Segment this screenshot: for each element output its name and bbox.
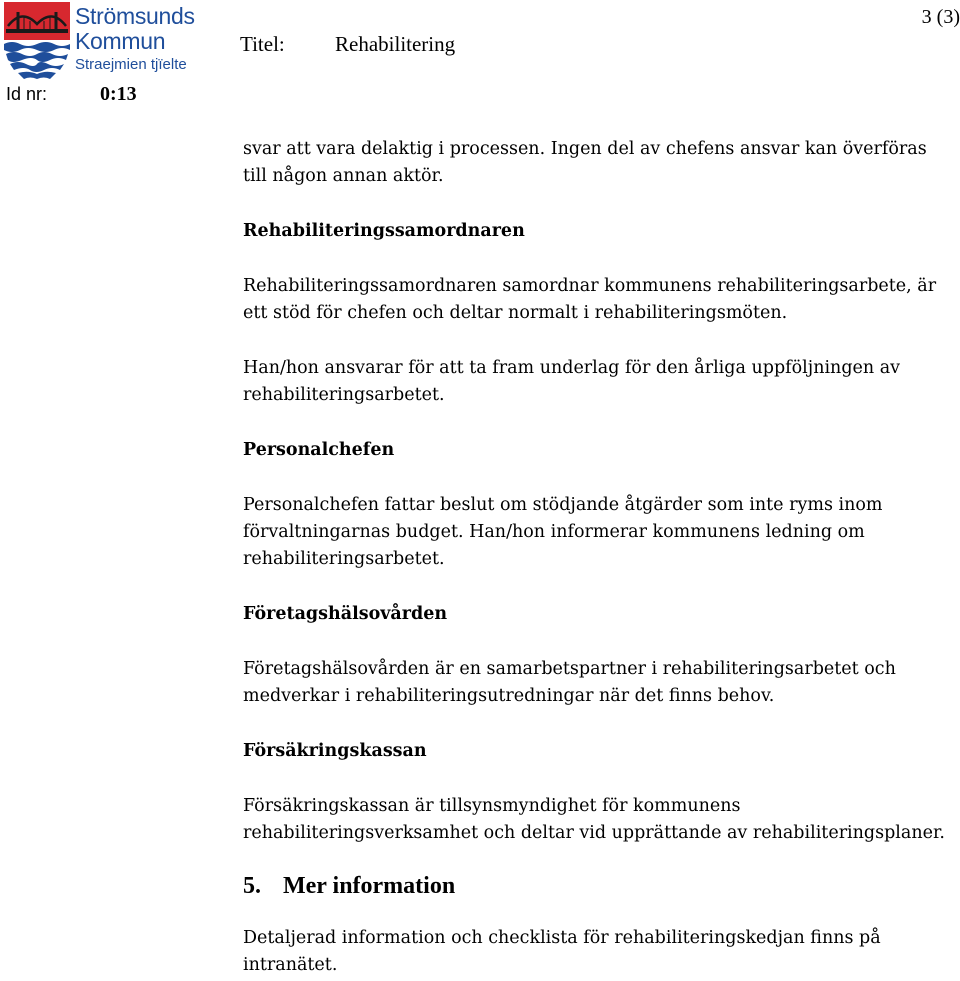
paragraph: Rehabiliteringssamordnaren samordnar kommunens rehabiliteringsarbete, är ett stöd för chefen och deltar normalt i rehabiliteringsmöten. xyxy=(243,276,937,323)
intro-paragraph: svar att vara delaktig i processen. Ingen del av chefens ansvar kan överföras till någon annan aktör. xyxy=(243,139,927,186)
id-value: 0:13 xyxy=(100,83,137,105)
section-heading-occupational-health: Företagshälsovården xyxy=(243,604,448,624)
section-heading-rehab-coordinator: Rehabiliteringssamordnaren xyxy=(243,221,525,241)
paragraph: Företagshälsovården är en samarbetspartner i rehabiliteringsarbetet och medverkar i rehabiliteringsutredningar när det finns behov. xyxy=(243,659,896,706)
bridge-emblem-icon xyxy=(4,2,70,80)
page-number: 3 (3) xyxy=(921,6,960,28)
logo-name-line2: Kommun xyxy=(75,28,166,54)
paragraph: Detaljerad information och checklista för rehabiliteringskedjan finns på intranätet. xyxy=(243,928,881,975)
chapter-heading xyxy=(243,871,948,901)
document-body xyxy=(243,136,948,979)
section-heading-hr-manager: Personalchefen xyxy=(243,440,395,460)
document-title: Rehabilitering xyxy=(335,32,456,56)
chapter-number: 5. xyxy=(243,873,261,899)
paragraph: Han/hon ansvarar för att ta fram underlag för den årliga uppföljningen av rehabiliteringsarbetet. xyxy=(243,358,901,405)
logo-name-line1: Strömsunds xyxy=(75,3,195,29)
paragraph: Personalchefen fattar beslut om stödjande åtgärder som inte ryms inom förvaltningarnas budget. Han/hon informerar kommunens ledning om rehabiliteringsarbetet. xyxy=(243,495,883,569)
municipality-logo xyxy=(4,2,194,80)
title-label: Titel: xyxy=(240,32,285,56)
chapter-title: Mer information xyxy=(283,873,456,899)
page-header xyxy=(0,0,960,110)
paragraph: Försäkringskassan är tillsynsmyndighet för kommunens rehabiliteringsverksamhet och deltar vid upprättande av rehabiliteringsplaner. xyxy=(243,796,945,843)
section-heading-insurance-agency: Försäkringskassan xyxy=(243,741,427,761)
logo-sami-name: Straejmien tjïelte xyxy=(75,56,187,73)
id-label: Id nr: xyxy=(6,84,48,104)
